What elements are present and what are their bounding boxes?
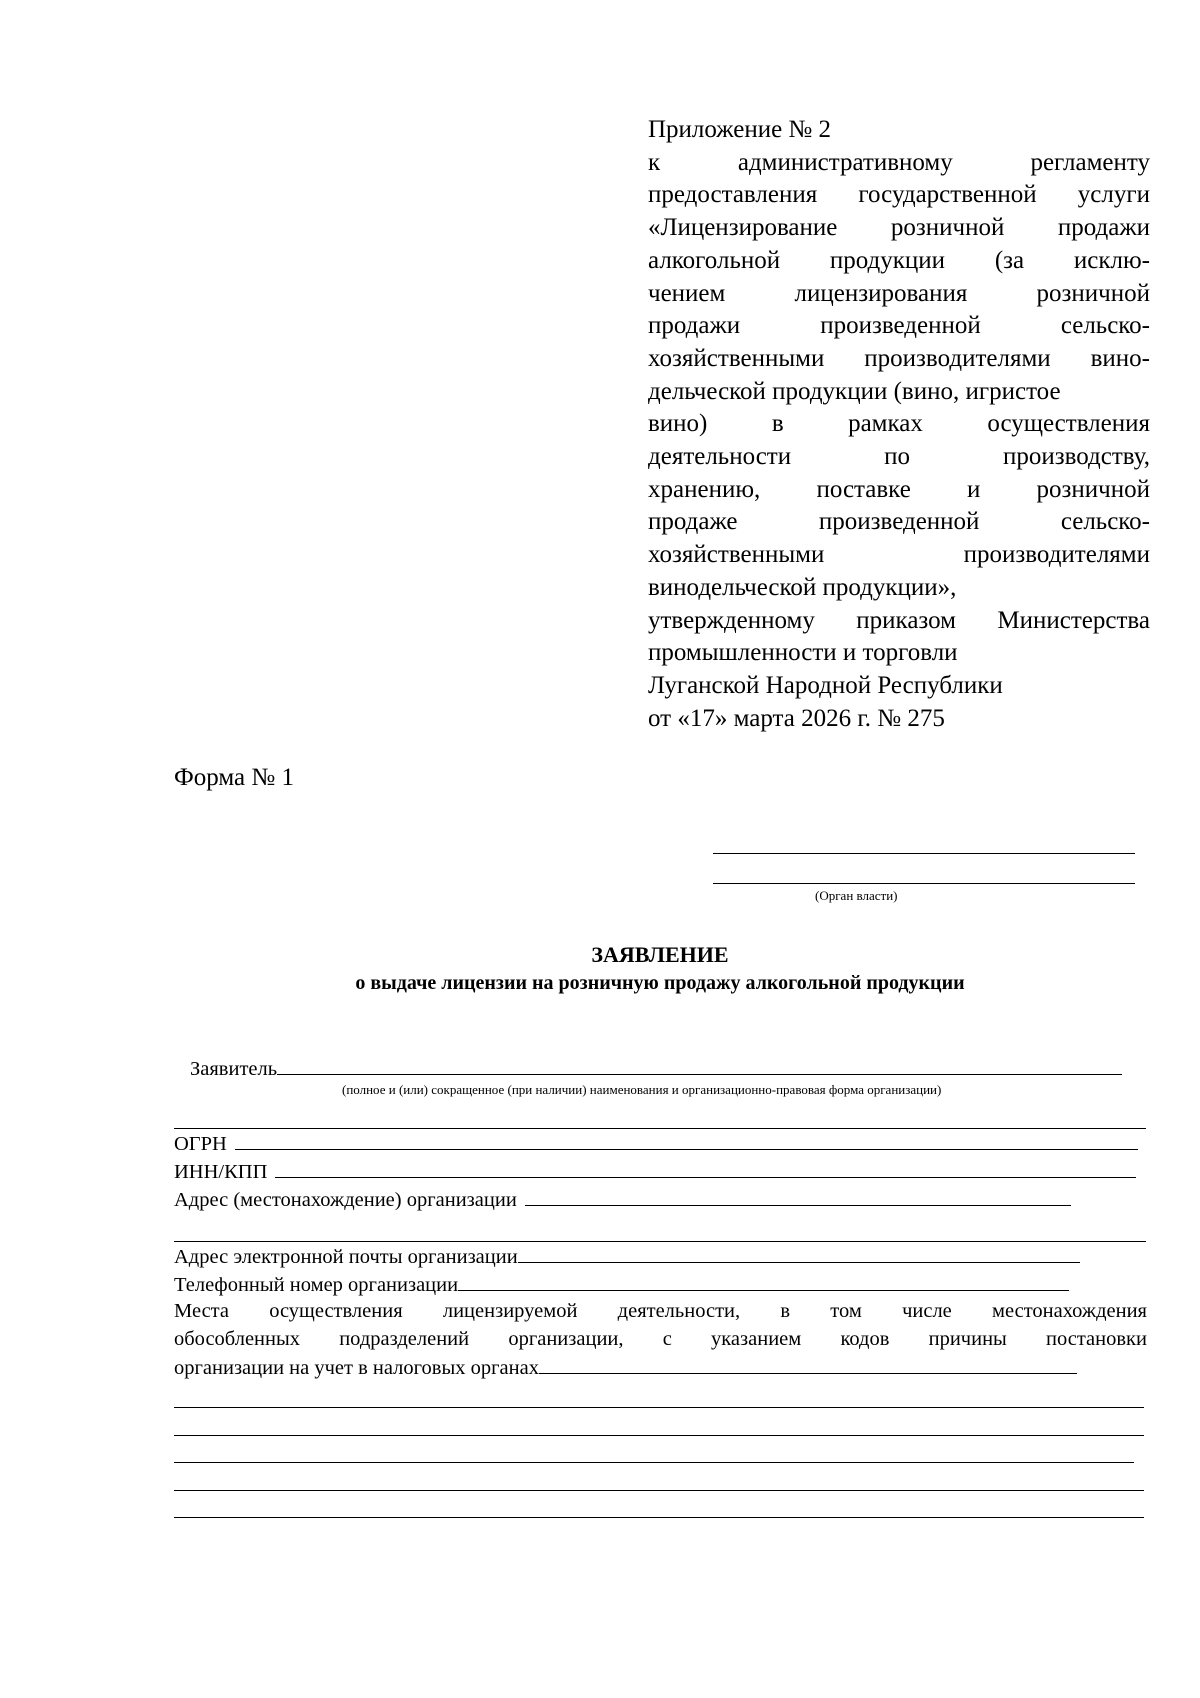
appendix-line: к административному регламенту [648, 148, 1150, 176]
places-text-line: организации на учет в налоговых органах [174, 1357, 539, 1379]
email-label: Адрес электронной почты организации [174, 1246, 518, 1268]
ogrn-field[interactable] [235, 1131, 1138, 1150]
document-title: ЗАЯВЛЕНИЕ [591, 942, 729, 967]
appendix-line: алкогольной продукции (за исклю- [648, 246, 1150, 274]
inn-kpp-field[interactable] [275, 1159, 1136, 1178]
phone-row [174, 1272, 1069, 1297]
blank-line[interactable] [174, 1407, 1144, 1408]
email-field[interactable] [518, 1244, 1080, 1263]
address-continuation-line[interactable] [174, 1241, 1146, 1242]
places-row [174, 1355, 1077, 1380]
authority-caption: (Орган власти) [815, 888, 898, 903]
authority-input-line[interactable] [713, 883, 1135, 884]
appendix-line: промышленности и торговли [648, 639, 958, 667]
places-text-line: обособленных подразделений организации, с указанием кодов причины постановки [174, 1327, 1147, 1350]
applicant-caption: (полное и (или) сокращенное (при наличии) наименования и организационно-правовая форма организации) [342, 1082, 942, 1097]
appendix-line: хозяйственными производителями вино- [648, 344, 1150, 372]
applicant-label: Заявитель [190, 1058, 278, 1080]
address-field[interactable] [525, 1187, 1071, 1206]
appendix-line: чением лицензирования розничной [648, 279, 1150, 307]
places-text-line: Места осуществления лицензируемой деятельности, в том числе местонахождения [174, 1300, 1147, 1322]
document-subtitle: о выдаче лицензии на розничную продажу алкогольной продукции [355, 972, 965, 994]
phone-field[interactable] [458, 1272, 1069, 1291]
address-label: Адрес (местонахождение) организации [174, 1189, 517, 1211]
appendix-header [648, 114, 1150, 735]
authority-input-line[interactable] [713, 853, 1135, 854]
applicant-continuation-line[interactable] [174, 1128, 1146, 1129]
appendix-line: «Лицензирование розничной продажи [648, 214, 1150, 242]
appendix-line: винодельческой продукции», [648, 573, 957, 601]
appendix-line: утвержденному приказом Министерства [648, 606, 1150, 634]
appendix-line: продажи произведенной сельско- [648, 312, 1150, 340]
places-field[interactable] [539, 1355, 1077, 1374]
appendix-line: дельческой продукции (вино, игристое [648, 377, 1061, 405]
appendix-line: деятельности по производству, [648, 443, 1150, 471]
appendix-line: Приложение № 2 [648, 116, 832, 143]
applicant-field[interactable] [277, 1056, 1122, 1075]
appendix-line: предоставления государственной услуги [648, 181, 1150, 209]
phone-label: Телефонный номер организации [174, 1274, 459, 1296]
appendix-line: хозяйственными производителями [648, 541, 1150, 569]
appendix-line: Луганской Народной Республики [648, 671, 1003, 699]
places-paragraph [174, 1298, 1147, 1353]
inn-kpp-row [174, 1159, 1136, 1184]
blank-line[interactable] [174, 1435, 1144, 1436]
blank-line[interactable] [174, 1490, 1144, 1491]
ogrn-label: ОГРН [174, 1133, 227, 1155]
form-number: Форма № 1 [174, 764, 294, 791]
email-row [174, 1244, 1080, 1269]
blank-line[interactable] [174, 1517, 1144, 1518]
ogrn-row [174, 1131, 1138, 1156]
applicant-row [190, 1056, 1122, 1081]
appendix-line: хранению, поставке и розничной [648, 475, 1150, 503]
blank-line[interactable] [174, 1462, 1134, 1463]
appendix-line: продаже произведенной сельско- [648, 508, 1150, 536]
appendix-line: вино) в рамках осуществления [648, 410, 1150, 438]
address-row [174, 1187, 1071, 1212]
inn-kpp-label: ИНН/КПП [174, 1161, 268, 1183]
appendix-line: от «17» марта 2026 г. № 275 [648, 704, 945, 732]
